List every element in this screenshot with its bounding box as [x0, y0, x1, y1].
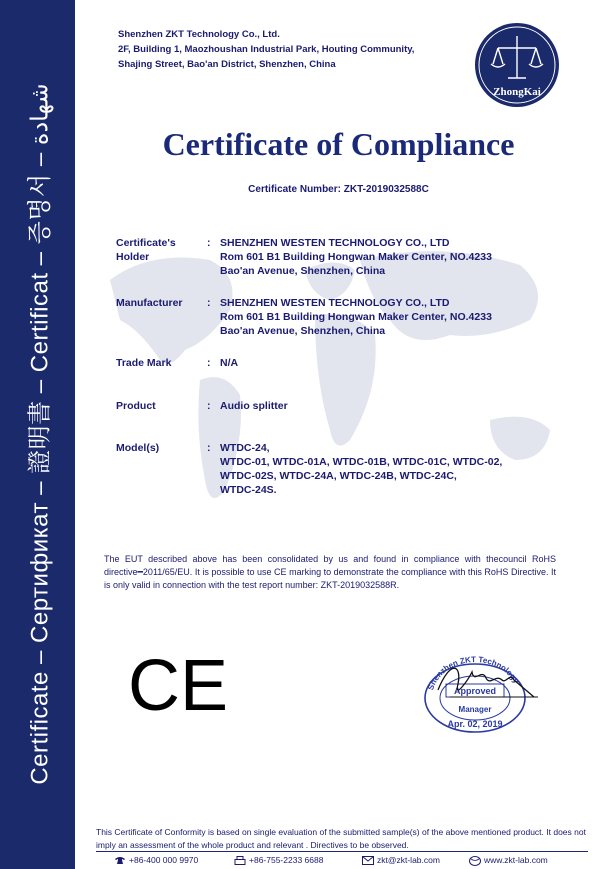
- models-label: Model(s): [116, 442, 160, 454]
- phone-icon: [114, 856, 126, 865]
- globe-icon: [469, 856, 481, 866]
- email-address: zkt@zkt-lab.com: [377, 855, 440, 865]
- holder-value: SHENZHEN WESTEN TECHNOLOGY CO., LTD Rom 601 B1 Building Hongwan Maker Center, NO.4233 Bao'an Avenue, Shenzhen, China: [220, 237, 492, 277]
- stamp-title: Manager: [458, 705, 492, 714]
- logo-text: ZhongKai: [493, 86, 541, 98]
- fax-icon: [234, 856, 246, 866]
- side-banner: [0, 0, 75, 869]
- phone-number: +86-400 000 9970: [129, 855, 199, 865]
- trademark-value: N/A: [220, 357, 239, 369]
- ce-mark-icon: [128, 656, 228, 716]
- zhongkai-logo: [474, 22, 560, 108]
- certificate-number: Certificate Number: ZKT-2019032588C: [248, 184, 429, 195]
- compliance-statement: The EUT described above has been consolidated by us and found in compliance with thecouncil RoHS directive━2011/65/EU. It is possible to use CE marking to demonstrate the compliance with this RoHS Directive. It is only valid in connection with the test report number: ZKT-2019032588R.: [104, 554, 556, 591]
- product-value: Audio splitter: [220, 400, 288, 412]
- fax-number: +86-755-2233 6688: [249, 855, 324, 865]
- footer-divider: [96, 851, 588, 852]
- holder-label: Certificate's Holder: [116, 237, 176, 263]
- product-label: Product: [116, 400, 156, 412]
- certificate-title: Certificate of Compliance: [162, 126, 515, 162]
- holder-colon: :: [207, 237, 211, 249]
- stamp-ring-text: Shenzhen ZKT Technology: [426, 654, 521, 692]
- manufacturer-label: Manufacturer: [116, 297, 183, 309]
- stamp-approved: Approved: [453, 686, 497, 696]
- contact-website: [469, 855, 548, 866]
- models-colon: :: [207, 442, 211, 454]
- issuer-address-line1: 2F, Building 1, Maozhoushan Industrial Park, Houting Community,: [118, 44, 415, 55]
- issuer-block: [118, 27, 414, 72]
- trademark-colon: :: [207, 357, 211, 369]
- side-banner-text: Certificate – Сертификат – 證明書 – Certificat – 증명서 – شهادة: [26, 83, 54, 785]
- contact-phone: [114, 855, 198, 865]
- website-url: www.zkt-lab.com: [484, 855, 548, 865]
- approval-stamp: [410, 650, 540, 735]
- manufacturer-colon: :: [207, 297, 211, 309]
- contact-email: [362, 855, 440, 865]
- email-icon: [362, 856, 374, 865]
- manufacturer-value: SHENZHEN WESTEN TECHNOLOGY CO., LTD Rom 601 B1 Building Hongwan Maker Center, NO.4233 Bao'an Avenue, Shenzhen, China: [220, 297, 492, 337]
- ce-mark-text: CE: [128, 656, 228, 716]
- models-value: WTDC-24, WTDC-01, WTDC-01A, WTDC-01B, WTDC-01C, WTDC-02, WTDC-02S, WTDC-24A, WTDC-24B, WTDC-24C, WTDC-24S.: [220, 442, 503, 496]
- trademark-label: Trade Mark: [116, 357, 172, 369]
- product-colon: :: [207, 400, 211, 412]
- footer-note: This Certificate of Conformity is based on single evaluation of the submitted sample(s) of the above mentioned product. It does not imply an assessment of the whole product and relevant . Directives to be observed.: [96, 827, 586, 850]
- stamp-date: Apr. 02, 2019: [447, 719, 503, 729]
- issuer-name: Shenzhen ZKT Technology Co., Ltd.: [118, 29, 280, 40]
- contact-fax: [234, 855, 323, 866]
- issuer-address-line2: Shajing Street, Bao'an District, Shenzhen, China: [118, 59, 336, 70]
